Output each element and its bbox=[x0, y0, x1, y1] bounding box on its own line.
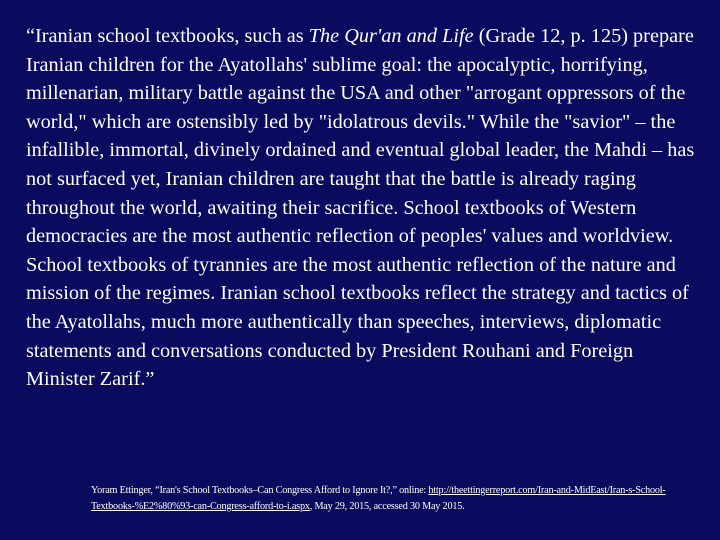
citation-link[interactable]: http://theettingerreport.com/Iran-and-MidEast/Iran-s-School-Textbooks-%E2%80%93-can-Congress-afford-to-i.aspx bbox=[91, 485, 666, 512]
book-title: The Qur'an and Life bbox=[308, 25, 474, 47]
quote-part-1: “Iranian school textbooks, such as bbox=[26, 25, 309, 47]
quote-text bbox=[26, 22, 704, 394]
citation-prefix: Yoram Ettinger, “Iran's School Textbooks–Can Congress Afford to Ignore It?,” online: bbox=[91, 485, 429, 496]
citation-suffix: , May 29, 2015, accessed 30 May 2015. bbox=[309, 501, 465, 512]
quote-part-2: (Grade 12, p. 125) prepare Iranian children for the Ayatollahs' sublime goal: the apocalyptic, horrifying, millenarian, military battle against the USA and other "arrogant oppressors of the world," which are ostensibly led by "idolatrous devils." While the "savior" – the infallible, immortal, divinely ordained and eventual global leader, the Mahdi – has not surfaced yet, Iranian children are taught that the battle is already raging throughout the world, awaiting their sacrifice. School textbooks of Western democracies are the most authentic reflection of peoples' values and worldview. School textbooks of tyrannies are the most authentic reflection of the nature and mission of the regimes. Iranian school textbooks reflect the strategy and tactics of the Ayatollahs, much more authentically than speeches, interviews, diplomatic statements and conversations conducted by President Rouhani and Foreign Minister Zarif.” bbox=[26, 25, 695, 391]
citation bbox=[91, 483, 681, 515]
